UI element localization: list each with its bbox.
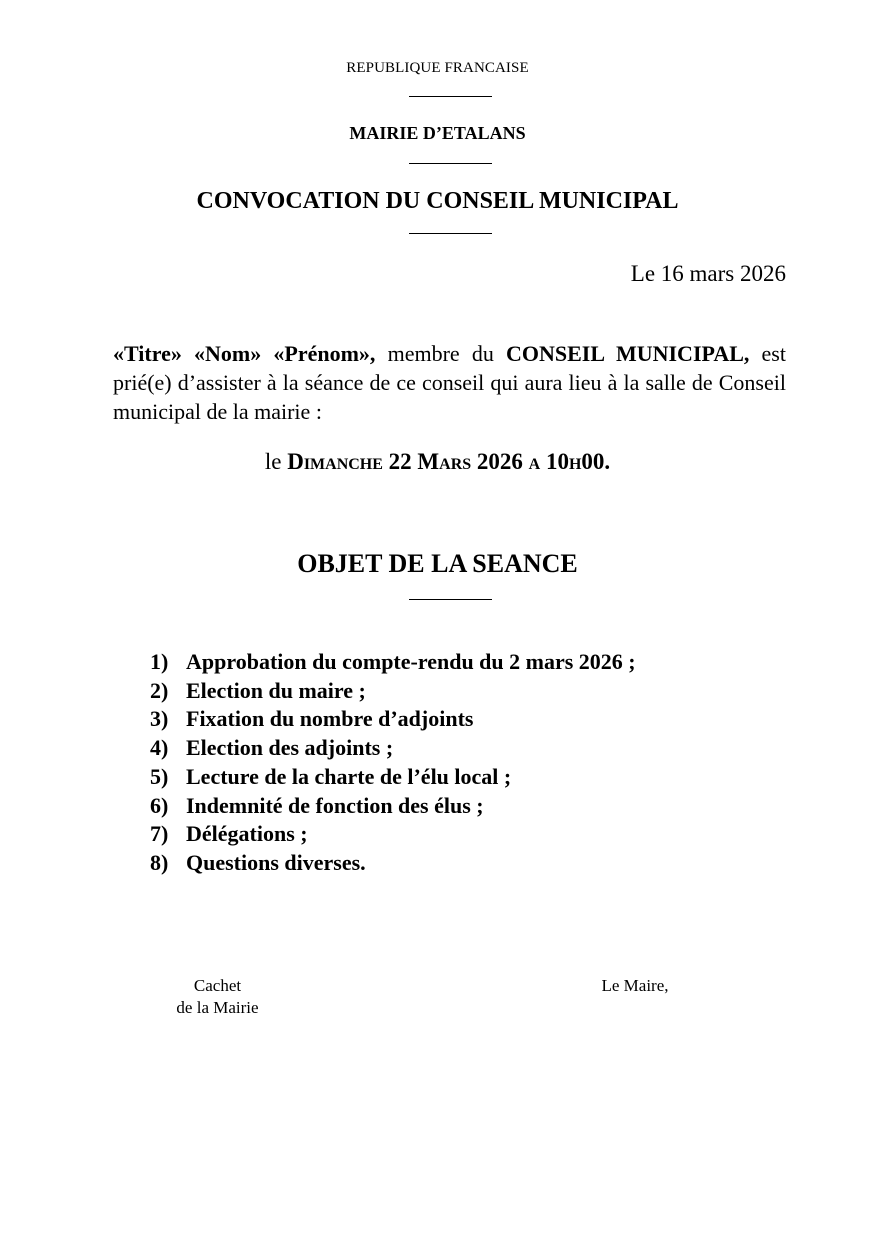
republic-header: REPUBLIQUE FRANCAISE	[346, 60, 529, 76]
agenda-item	[150, 849, 636, 878]
agenda-item-text: Approbation du compte-rendu du 2 mars 2026 ;	[186, 649, 636, 674]
stamp-label-line2: de la Mairie	[176, 997, 259, 1017]
agenda-title: OBJET DE LA SEANCE	[297, 549, 578, 578]
agenda-item	[150, 734, 636, 763]
meeting-month-rest: ars	[439, 449, 472, 474]
agenda-list	[150, 648, 636, 878]
meeting-hour-mark: h	[568, 449, 582, 474]
recipient-firstname-field: «Prénom»,	[273, 341, 376, 366]
agenda-item	[150, 820, 636, 849]
stamp-block	[150, 975, 285, 1018]
agenda-item-text: Election du maire ;	[186, 677, 366, 703]
meeting-day-initial: D	[287, 449, 304, 474]
agenda-item-text: Délégations ;	[186, 821, 308, 847]
agenda-item-number: 8)	[150, 849, 169, 875]
agenda-item-text: Fixation du nombre d’adjoints	[186, 706, 474, 732]
divider	[409, 96, 492, 97]
agenda-item	[150, 648, 636, 677]
agenda-item-number: 6)	[150, 792, 169, 818]
document-title: CONVOCATION DU CONSEIL MUNICIPAL	[196, 188, 679, 214]
mairie-header: MAIRIE D’ETALANS	[349, 123, 526, 143]
document-date: Le 16 mars 2026	[630, 261, 786, 286]
meeting-day-rest: imanche	[303, 449, 383, 474]
meeting-hour: 10	[545, 449, 569, 474]
agenda-item-number: 1)	[150, 649, 169, 674]
meeting-prefix: le	[264, 449, 282, 474]
recipient-title-field: «Titre»	[113, 341, 182, 366]
council-name: CONSEIL MUNICIPAL,	[505, 341, 750, 366]
agenda-item-text: Lecture de la charte de l’élu local ;	[186, 763, 512, 789]
agenda-item	[150, 677, 636, 706]
meeting-at: a	[528, 449, 541, 474]
agenda-item-number: 4)	[150, 735, 169, 761]
stamp-label-line1: Cachet	[193, 976, 242, 995]
mayor-signature-block	[585, 975, 685, 997]
meeting-day-number: 22	[388, 449, 412, 474]
agenda-item-number: 7)	[150, 821, 169, 847]
convocation-body	[113, 339, 786, 426]
body-text-rest: est prié(e) d’assister à la séance de ce conseil qui aura lieu à la salle de Conseil municipal de la mairie :	[113, 341, 786, 424]
body-text-member: membre du	[387, 341, 494, 366]
agenda-item-number: 3)	[150, 706, 169, 732]
meeting-year: 2026	[476, 449, 523, 474]
divider	[409, 599, 492, 600]
agenda-item	[150, 705, 636, 734]
divider	[409, 163, 492, 164]
agenda-item-number: 5)	[150, 763, 169, 789]
agenda-item-number: 2)	[150, 677, 169, 703]
divider	[409, 233, 492, 234]
meeting-minutes: 00.	[581, 449, 611, 474]
agenda-item-text: Indemnité de fonction des élus ;	[186, 792, 484, 818]
mayor-label: Le Maire,	[601, 976, 669, 995]
agenda-item	[150, 792, 636, 821]
recipient-name-field: «Nom»	[194, 341, 262, 366]
meeting-month-initial: M	[417, 449, 440, 474]
agenda-item	[150, 763, 636, 792]
agenda-item-text: Election des adjoints ;	[186, 735, 394, 761]
agenda-item-text: Questions diverses.	[186, 849, 366, 875]
meeting-datetime	[0, 449, 875, 475]
